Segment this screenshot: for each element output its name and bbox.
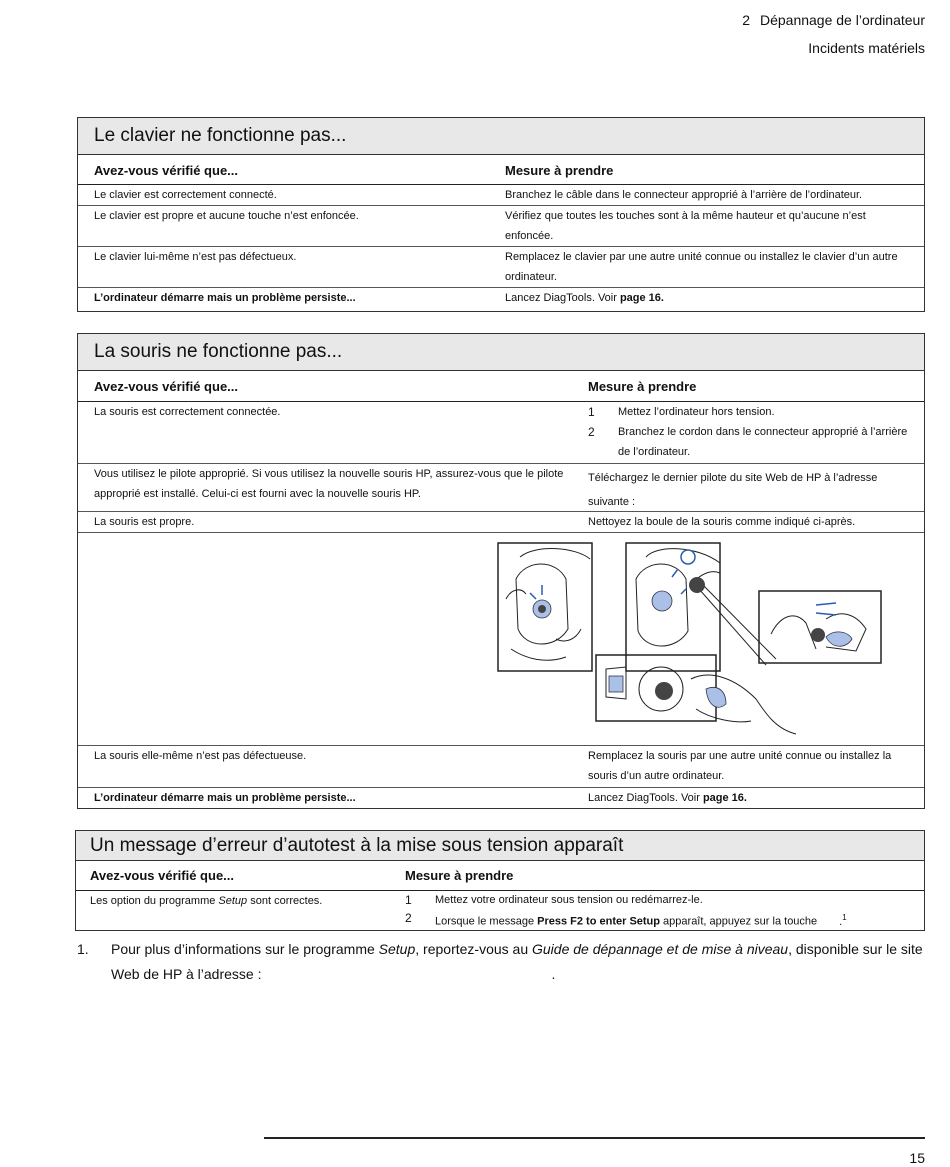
table-row — [78, 288, 924, 309]
footer-rule — [264, 1137, 925, 1139]
step-text-suffix: apparaît, appuyez sur la touche — [660, 915, 818, 928]
footnote-end: . — [551, 966, 556, 982]
footnote-text-part: , disponible sur le site Web de HP à l’adresse : — [111, 941, 923, 982]
step-text: Branchez le cordon dans le connecteur approprié à l’arrière de l’ordinateur. — [618, 426, 908, 458]
post-error-table — [75, 830, 925, 931]
footnote-ref: 1 — [842, 913, 847, 922]
page-number: 15 — [909, 1150, 925, 1166]
table-header-row — [76, 861, 924, 891]
step-item — [588, 422, 913, 462]
footnote-text-part: , reportez-vous au — [415, 941, 532, 957]
action-cell — [405, 891, 895, 931]
check-cell: L’ordinateur démarre mais un problème persiste... — [94, 292, 356, 304]
mouse-troubleshooting-table — [77, 333, 925, 809]
table-row — [78, 788, 924, 810]
check-cell: La souris est propre. — [94, 516, 195, 528]
check-text-end: sont correctes. — [247, 895, 323, 907]
check-cell: Le clavier est correctement connecté. — [94, 189, 277, 201]
keyboard-troubleshooting-table — [77, 117, 925, 312]
footnote-number: 1. — [77, 941, 89, 957]
illustration-row — [78, 533, 924, 746]
action-cell: Vérifiez que toutes les touches sont à la même hauteur et qu’aucune n’est enfoncée. — [505, 210, 866, 242]
table-title: La souris ne fonctionne pas... — [78, 334, 924, 371]
action-cell — [588, 788, 747, 808]
footnote — [77, 937, 925, 987]
section-title: Incidents matériels — [808, 40, 925, 56]
chapter-number: 2 — [742, 12, 750, 28]
action-cell: Téléchargez le dernier pilote du site Web de HP à l’adresse suivante : — [588, 472, 878, 508]
step-item — [405, 909, 895, 931]
table-row — [78, 746, 924, 788]
action-cell — [505, 288, 664, 308]
column-header-action: Mesure à prendre — [405, 868, 514, 883]
action-cell: Remplacez le clavier par une autre unité connue ou installez le clavier d’un autre ordinateur. — [505, 251, 898, 283]
step-number: 2 — [588, 425, 595, 439]
step-number: 1 — [405, 893, 412, 907]
check-cell: Le clavier est propre et aucune touche n’est enfoncée. — [94, 210, 359, 222]
setup-term: Setup — [218, 895, 248, 907]
step-number: 1 — [588, 405, 595, 419]
guide-title: Guide de dépannage et de mise à niveau — [532, 941, 789, 957]
table-title: Un message d’erreur d’autotest à la mise sous tension apparaît — [76, 831, 924, 861]
table-row — [78, 512, 924, 533]
step-item — [588, 402, 913, 422]
check-cell — [90, 891, 322, 911]
check-cell: Vous utilisez le pilote approprié. Si vous utilisez la nouvelle souris HP, assurez-vous que le pilote approprié est installé. Celui-ci est fourni avec la nouvelle souris HP. — [94, 468, 564, 500]
table-row — [78, 247, 924, 288]
setup-term: Setup — [378, 941, 416, 957]
chapter-title: Dépannage de l’ordinateur — [759, 12, 925, 28]
action-cell — [588, 402, 913, 462]
action-text: Lancez DiagTools. Voir — [588, 792, 703, 804]
table-title: Le clavier ne fonctionne pas... — [78, 118, 924, 155]
table-row — [78, 206, 924, 247]
table-row — [78, 402, 924, 464]
step-number: 2 — [405, 911, 412, 925]
footnote-text — [77, 937, 925, 987]
table-header-row — [78, 155, 924, 185]
column-header-check: Avez-vous vérifié que... — [94, 379, 239, 394]
column-header-check: Avez-vous vérifié que... — [90, 868, 235, 883]
page-link[interactable]: page 16. — [702, 792, 747, 804]
step-text: Mettez l’ordinateur hors tension. — [618, 406, 775, 418]
step-text-prefix: Lorsque le message — [435, 915, 538, 928]
page-link[interactable]: page 16. — [619, 292, 664, 304]
check-cell: La souris est correctement connectée. — [94, 406, 281, 418]
check-cell: L’ordinateur démarre mais un problème persiste... — [94, 792, 356, 804]
mouse-cleaning-illustration — [496, 539, 886, 739]
action-cell: Remplacez la souris par une autre unité connue ou installez la souris d’un autre ordinateur. — [588, 750, 892, 782]
step-text: Mettez votre ordinateur sous tension ou redémarrez-le. — [435, 894, 703, 906]
check-cell: La souris elle-même n’est pas défectueuse. — [94, 750, 307, 762]
step-text-end: . — [839, 915, 843, 928]
action-cell: Nettoyez la boule de la souris comme indiqué ci-après. — [588, 516, 856, 528]
running-header — [742, 12, 925, 28]
step-text — [405, 909, 895, 931]
table-row — [78, 185, 924, 206]
message-text: Press F2 to enter Setup — [537, 915, 660, 928]
check-cell: Le clavier lui-même n’est pas défectueux. — [94, 251, 297, 263]
table-row — [78, 464, 924, 512]
action-text: Lancez DiagTools. Voir — [505, 292, 620, 304]
step-item — [405, 891, 895, 909]
action-cell: Branchez le câble dans le connecteur approprié à l’arrière de l’ordinateur. — [505, 189, 863, 201]
table-header-row — [78, 371, 924, 402]
table-row — [76, 891, 924, 930]
column-header-action: Mesure à prendre — [505, 163, 614, 178]
footnote-text-part: Pour plus d’informations sur le programme — [111, 941, 379, 957]
column-header-action: Mesure à prendre — [588, 379, 697, 394]
check-text: Les option du programme — [90, 895, 219, 907]
column-header-check: Avez-vous vérifié que... — [94, 163, 239, 178]
